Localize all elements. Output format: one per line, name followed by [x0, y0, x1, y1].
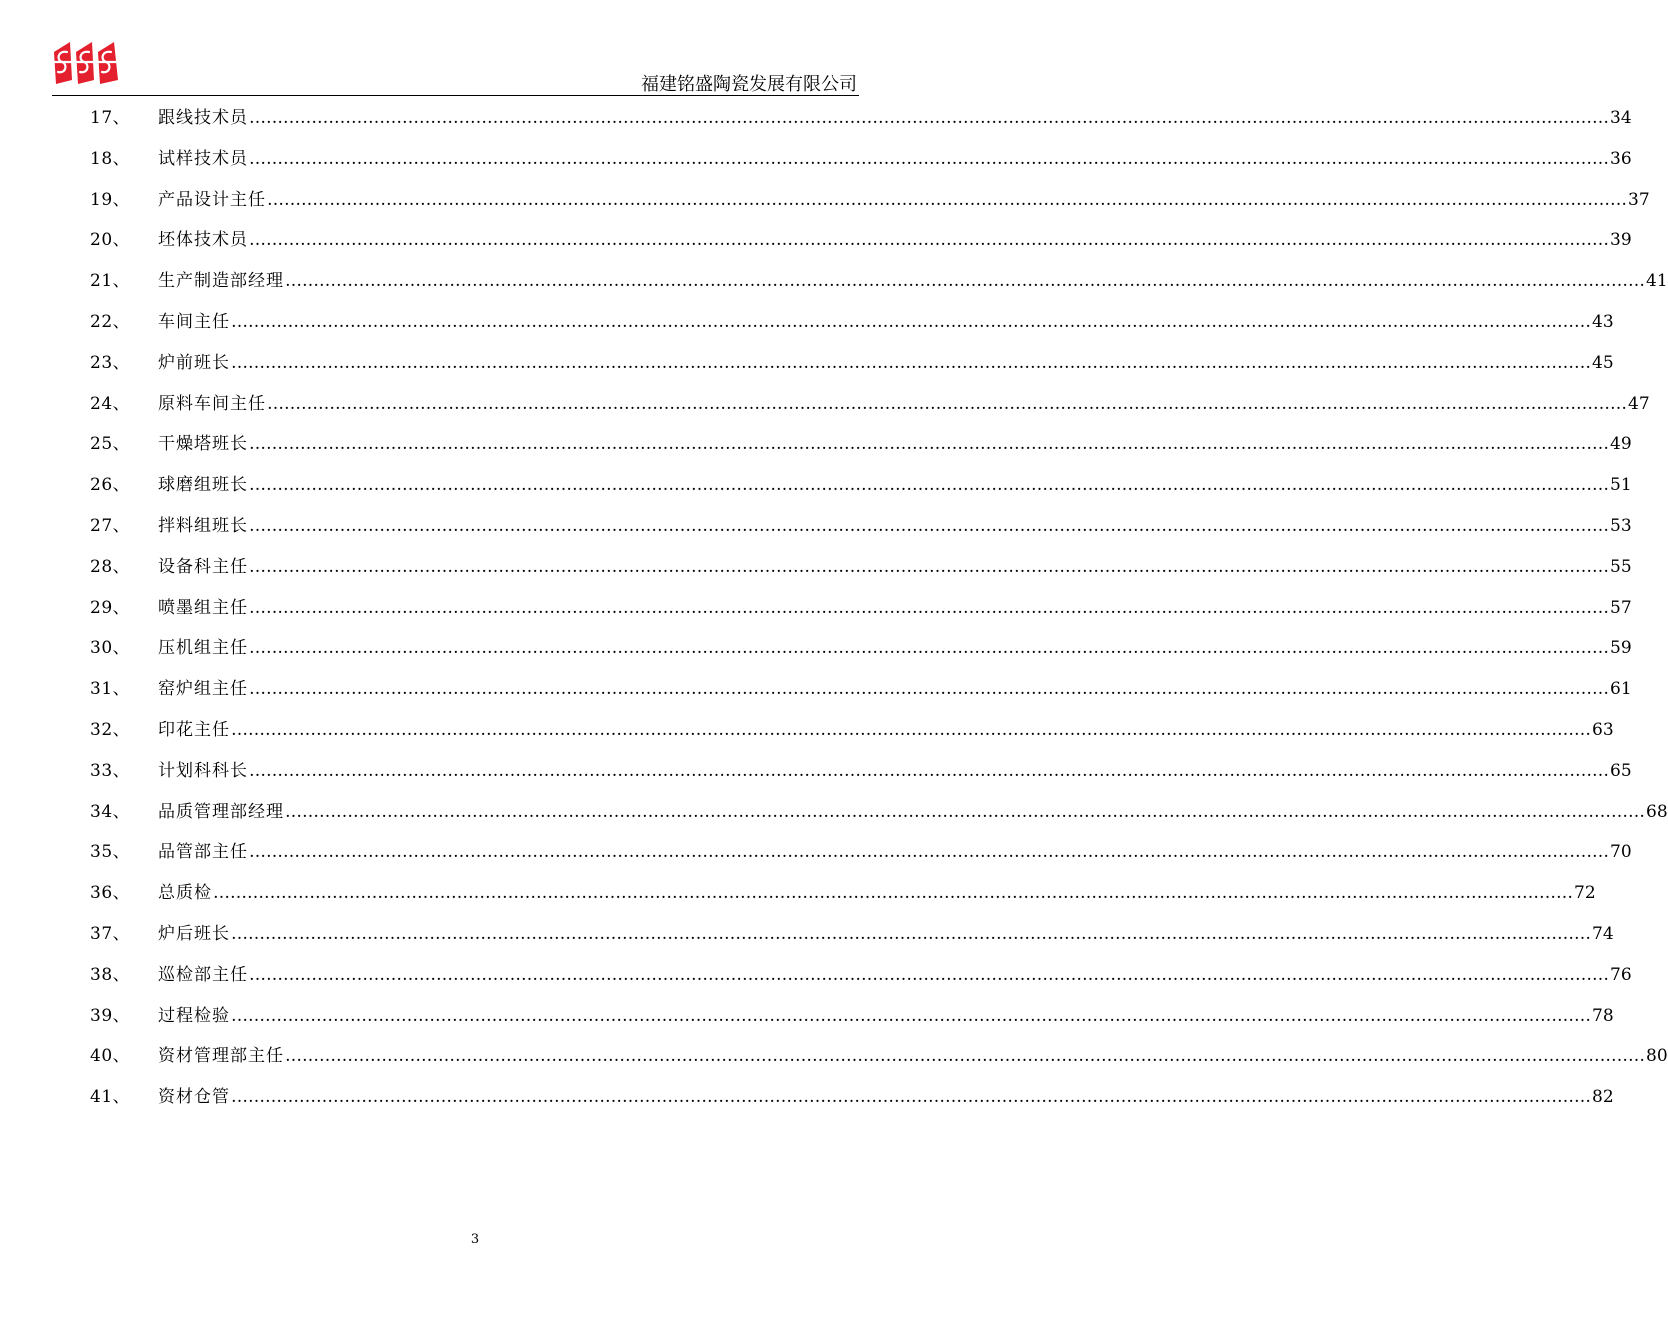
toc-entry-title: 产品设计主任 — [158, 189, 266, 210]
toc-entry[interactable] — [90, 268, 1668, 294]
toc-entry-leader: …………………………………………………………………………………………………………………………………………………………………………………………………………………… — [213, 883, 1573, 904]
toc-entry-number: 19、 — [90, 189, 131, 210]
toc-entry[interactable] — [90, 513, 1632, 539]
toc-entry-page: 82 — [1592, 1087, 1614, 1108]
toc-entry-title: 总质检 — [158, 883, 212, 904]
toc-entry-title: 巡检部主任 — [158, 964, 248, 985]
toc-entry-number: 33、 — [90, 760, 131, 781]
toc-entry-page: 55 — [1610, 556, 1632, 577]
toc-entry-title: 计划科科长 — [158, 760, 248, 781]
toc-entry-page: 49 — [1610, 434, 1632, 455]
toc-entry-leader: …………………………………………………………………………………………………………………………………………………………………………………………………………………… — [285, 1046, 1645, 1067]
toc-entry-leader: …………………………………………………………………………………………………………………………………………………………………………………………………………………… — [231, 1005, 1591, 1026]
toc-entry-page: 78 — [1592, 1005, 1614, 1026]
page-header — [0, 0, 950, 100]
toc-entry-page: 76 — [1610, 964, 1632, 985]
toc-entry-title: 喷墨组主任 — [158, 597, 248, 618]
toc-entry-page: 43 — [1592, 312, 1614, 332]
toc-entry-page: 72 — [1574, 883, 1596, 904]
toc-entry-title: 炉后班长 — [158, 924, 230, 944]
toc-entry[interactable] — [90, 880, 1596, 906]
toc-entry-title: 拌料组班长 — [158, 516, 248, 536]
toc-entry[interactable] — [90, 676, 1632, 702]
toc-entry-number: 32、 — [90, 720, 131, 740]
sss-logo-icon — [52, 40, 120, 84]
toc-entry-number: 29、 — [90, 597, 131, 618]
toc-entry-number: 24、 — [90, 393, 131, 414]
toc-entry-leader: …………………………………………………………………………………………………………………………………………………………………………………………………………………… — [267, 393, 1627, 414]
toc-entry-page: 59 — [1610, 638, 1632, 659]
toc-entry[interactable] — [90, 227, 1632, 253]
toc-entry[interactable] — [90, 431, 1632, 457]
toc-entry-number: 22、 — [90, 312, 131, 332]
toc-entry-title: 过程检验 — [158, 1005, 230, 1026]
toc-entry-number: 28、 — [90, 556, 131, 577]
toc-entry[interactable] — [90, 146, 1632, 172]
toc-entry[interactable] — [90, 1003, 1614, 1029]
toc-entry-number: 18、 — [90, 148, 131, 169]
toc-entry-title: 资材仓管 — [158, 1087, 230, 1108]
toc-entry-number: 21、 — [90, 271, 131, 292]
toc-entry-title: 资材管理部主任 — [158, 1046, 284, 1067]
toc-entry-page: 45 — [1592, 352, 1614, 373]
toc-entry-title: 品质管理部经理 — [158, 801, 284, 822]
toc-entry-page: 37 — [1628, 189, 1650, 210]
toc-entry[interactable] — [90, 472, 1632, 498]
toc-entry[interactable] — [90, 595, 1632, 621]
toc-entry-title: 车间主任 — [158, 312, 230, 332]
toc-entry-number: 20、 — [90, 230, 131, 251]
toc-entry-number: 17、 — [90, 108, 131, 128]
toc-entry[interactable] — [90, 105, 1632, 131]
toc-entry-title: 窑炉组主任 — [158, 679, 248, 700]
toc-entry[interactable] — [90, 554, 1632, 580]
toc-entry[interactable] — [90, 309, 1614, 335]
company-name: 福建铭盛陶瓷发展有限公司 — [641, 74, 857, 95]
toc-entry-page: 80 — [1646, 1046, 1668, 1067]
toc-entry-number: 25、 — [90, 434, 131, 455]
toc-entry-number: 27、 — [90, 516, 131, 536]
toc-entry-number: 35、 — [90, 842, 131, 863]
toc-entry-title: 坯体技术员 — [158, 230, 248, 251]
toc-entry-page: 63 — [1592, 720, 1614, 740]
toc-entry-leader: …………………………………………………………………………………………………………………………………………………………………………………………………………………… — [249, 842, 1609, 863]
page-number: 3 — [470, 1232, 480, 1247]
toc-entry-page: 74 — [1592, 924, 1614, 944]
toc-entry-leader: …………………………………………………………………………………………………………………………………………………………………………………………………………………… — [231, 924, 1591, 944]
toc-entry-title: 设备科主任 — [158, 556, 248, 577]
toc-entry-title: 跟线技术员 — [158, 108, 248, 128]
toc-entry-number: 40、 — [90, 1046, 131, 1067]
toc-entry-leader: …………………………………………………………………………………………………………………………………………………………………………………………………………………… — [249, 230, 1609, 251]
toc-entry-leader: …………………………………………………………………………………………………………………………………………………………………………………………………………………… — [249, 597, 1609, 618]
toc-entry-title: 压机组主任 — [158, 638, 248, 659]
toc-entry-number: 23、 — [90, 352, 131, 373]
toc-entry-page: 39 — [1610, 230, 1632, 251]
toc-entry[interactable] — [90, 839, 1632, 865]
toc-entry-title: 炉前班长 — [158, 352, 230, 373]
toc-entry-number: 38、 — [90, 964, 131, 985]
toc-entry-page: 34 — [1610, 108, 1632, 128]
toc-entry-title: 试样技术员 — [158, 148, 248, 169]
toc-entry[interactable] — [90, 962, 1632, 988]
toc-entry-leader: …………………………………………………………………………………………………………………………………………………………………………………………………………………… — [249, 556, 1609, 577]
toc-entry-leader: …………………………………………………………………………………………………………………………………………………………………………………………………………………… — [249, 964, 1609, 985]
toc-entry-leader: …………………………………………………………………………………………………………………………………………………………………………………………………………………… — [249, 475, 1609, 496]
toc-entry-number: 36、 — [90, 883, 131, 904]
toc-entry-page: 47 — [1628, 393, 1650, 414]
toc-entry-page: 53 — [1610, 516, 1632, 536]
toc-entry[interactable] — [90, 921, 1614, 947]
toc-entry-leader: …………………………………………………………………………………………………………………………………………………………………………………………………………………… — [285, 271, 1645, 292]
toc-entry[interactable] — [90, 758, 1632, 784]
toc-entry[interactable] — [90, 350, 1614, 376]
toc-entry-page: 68 — [1646, 801, 1668, 822]
toc-entry[interactable] — [90, 187, 1650, 213]
toc-entry-leader: …………………………………………………………………………………………………………………………………………………………………………………………………………………… — [249, 516, 1609, 536]
toc-entry-leader: …………………………………………………………………………………………………………………………………………………………………………………………………………………… — [231, 352, 1591, 373]
toc-entry[interactable] — [90, 1084, 1614, 1110]
toc-entry-page: 61 — [1610, 679, 1632, 700]
toc-entry-leader: …………………………………………………………………………………………………………………………………………………………………………………………………………………… — [249, 760, 1609, 781]
toc-entry-title: 原料车间主任 — [158, 393, 266, 414]
toc-entry-title: 印花主任 — [158, 720, 230, 740]
toc-entry-number: 41、 — [90, 1087, 131, 1108]
toc-entry-title: 品管部主任 — [158, 842, 248, 863]
toc-entry-leader: …………………………………………………………………………………………………………………………………………………………………………………………………………………… — [267, 189, 1627, 210]
toc-entry-title: 生产制造部经理 — [158, 271, 284, 292]
toc-entry-page: 57 — [1610, 597, 1632, 618]
toc-entry[interactable] — [90, 1043, 1668, 1069]
toc-entry-leader: …………………………………………………………………………………………………………………………………………………………………………………………………………………… — [231, 1087, 1591, 1108]
toc-entry-number: 34、 — [90, 801, 131, 822]
toc-entry-leader: …………………………………………………………………………………………………………………………………………………………………………………………………………………… — [249, 108, 1609, 128]
header-rule — [52, 95, 859, 96]
toc-entry-title: 球磨组班长 — [158, 475, 248, 496]
toc-entry-number: 37、 — [90, 924, 131, 944]
toc-entry-leader: …………………………………………………………………………………………………………………………………………………………………………………………………………………… — [249, 434, 1609, 455]
toc-entry-title: 干燥塔班长 — [158, 434, 248, 455]
toc-entry-page: 70 — [1610, 842, 1632, 863]
toc-entry-leader: …………………………………………………………………………………………………………………………………………………………………………………………………………………… — [231, 720, 1591, 740]
toc-entry-page: 41 — [1646, 271, 1668, 292]
toc-entry-number: 39、 — [90, 1005, 131, 1026]
toc-entry-number: 31、 — [90, 679, 131, 700]
toc-entry-leader: …………………………………………………………………………………………………………………………………………………………………………………………………………………… — [285, 801, 1645, 822]
toc-entry-leader: …………………………………………………………………………………………………………………………………………………………………………………………………………………… — [231, 312, 1591, 332]
toc-entry[interactable] — [90, 799, 1668, 825]
toc-entry[interactable] — [90, 635, 1632, 661]
toc-entry-page: 36 — [1610, 148, 1632, 169]
toc-entry-number: 26、 — [90, 475, 131, 496]
toc-entry[interactable] — [90, 717, 1614, 743]
toc-entry-leader: …………………………………………………………………………………………………………………………………………………………………………………………………………………… — [249, 148, 1609, 169]
toc-entry-leader: …………………………………………………………………………………………………………………………………………………………………………………………………………………… — [249, 638, 1609, 659]
toc-entry-number: 30、 — [90, 638, 131, 659]
toc-entry-page: 51 — [1610, 475, 1632, 496]
toc-entry[interactable] — [90, 391, 1650, 417]
toc-entry-page: 65 — [1610, 760, 1632, 781]
toc-entry-leader: …………………………………………………………………………………………………………………………………………………………………………………………………………………… — [249, 679, 1609, 700]
